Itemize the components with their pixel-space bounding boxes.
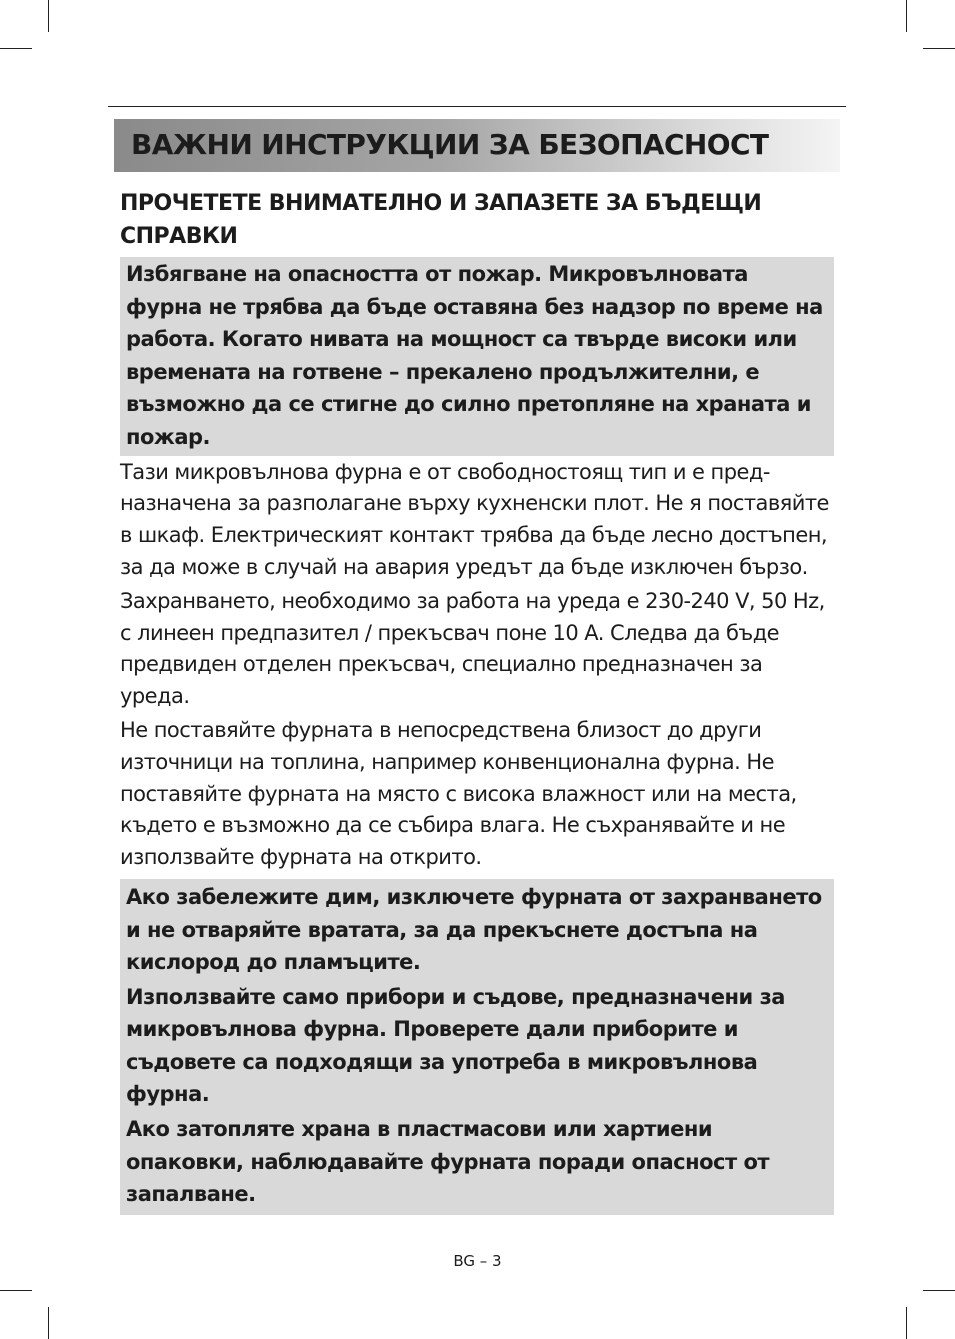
page-content [120, 257, 834, 1215]
warning-item: Използвайте само прибори и съдове, предназначени за микровълнова фурна. Проверете дали приборите и съдовете са подходящи за употреба в микровълнова фурна. [126, 984, 785, 1107]
paragraph-placement: Не поставяйте фурната в непосредствена близост до други източници на топлина, например конвенционална фурна. Не поставяйте фурната на място с висока влажност или на места, където е възможно да се събира влага. Не съхранявайте и не използвайте фурната на открито. [120, 717, 797, 870]
section-title-bar [114, 119, 840, 172]
warning-text: Избягване на опасността от пожар. Микровълновата фурна не трябва да бъде оставяна без надзор по време на работа. Когато нивата на мощност са твърде високи или времената на готвене – прекалено продължителни, е възможно да се стигне до силно претопляне на храната и пожар. [126, 262, 823, 449]
header-rule [108, 106, 846, 107]
page-number: BG – 3 [453, 1252, 502, 1270]
warning-box-smoke [120, 879, 834, 1215]
crop-mark [0, 1290, 32, 1291]
warning-item: Ако затопляте храна в пластмасови или хартиени опаковки, наблюдавайте фурната поради опасност от запалване. [126, 1117, 770, 1207]
warning-box-fire [120, 257, 834, 456]
crop-mark [906, 0, 907, 32]
crop-mark [906, 1307, 907, 1339]
section-title: ВАЖНИ ИНСТРУКЦИИ ЗА БЕЗОПАСНОСТ [131, 128, 769, 161]
crop-mark [0, 48, 32, 49]
crop-mark [923, 48, 955, 49]
crop-mark [48, 0, 49, 32]
crop-mark [923, 1290, 955, 1291]
paragraph-installation: Тази микровълнова фурна е от свободностоящ тип и е предназначена за разполагане върху кухненски плот. Не я поставяйте в шкаф. Електрическият контакт трябва да бъде лесно достъпен, за да може в случай на авария уредът да бъде изключен бързо. [120, 459, 829, 579]
paragraph-power-supply: Захранването, необходимо за работа на уреда е 230-240 V, 50 Hz, с линеен предпазител / прекъсвач поне 10 A. Следва да бъде предвиден отделен прекъсвач, специално предназначен за уреда. [120, 588, 825, 709]
warning-item: Ако забележите дим, изключете фурната от захранването и не отваряйте вратата, за да прекъснете достъпа на кислород до пламъците. [126, 884, 822, 975]
crop-mark [48, 1307, 49, 1339]
section-subtitle: ПРОЧЕТЕТЕ ВНИМАТЕЛНО И ЗАПАЗЕТЕ ЗА БЪДЕЩИ СПРАВКИ [120, 191, 762, 249]
